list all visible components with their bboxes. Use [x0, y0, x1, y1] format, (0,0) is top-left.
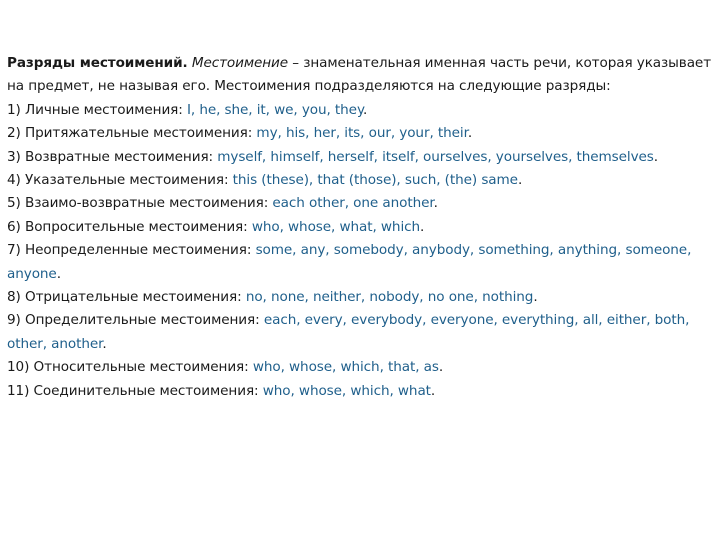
category-end: .	[420, 218, 425, 235]
category-end: .	[56, 265, 61, 282]
category-end: .	[517, 172, 523, 189]
category-label: Взаимо-возвратные местоимения:	[20, 195, 273, 212]
category-examples: some, any, somebody, anybody, something, anything, someone, anyone	[7, 242, 692, 282]
category-examples: each other, one another	[272, 195, 434, 212]
category-number: 5)	[7, 195, 21, 212]
category-item	[7, 122, 713, 145]
category-examples: this (these), that (those), such, (the) same	[232, 172, 518, 189]
category-label: Относительные местоимения:	[29, 359, 253, 376]
category-label: Притяжательные местоимения:	[20, 125, 257, 142]
category-item	[7, 216, 713, 239]
category-number: 4)	[7, 172, 21, 189]
text-body	[7, 52, 713, 403]
category-item	[7, 380, 713, 403]
category-number: 1)	[7, 101, 21, 118]
category-number: 6)	[7, 218, 21, 235]
category-examples: I, he, she, it, we, you, they	[186, 101, 363, 118]
category-label: Соединительные местоимения:	[29, 382, 263, 399]
intro-paragraph	[7, 52, 713, 99]
category-item	[7, 192, 713, 215]
category-label: Личные местоимения:	[20, 101, 187, 118]
category-end: .	[467, 125, 473, 142]
category-item	[7, 356, 713, 379]
category-item	[7, 286, 713, 309]
category-item	[7, 169, 713, 192]
category-label: Вопросительные местоимения:	[20, 218, 252, 235]
category-item	[7, 99, 713, 122]
category-number: 10)	[7, 359, 30, 376]
category-examples: my, his, her, its, our, your, their	[256, 125, 468, 142]
category-end: .	[430, 382, 436, 399]
category-end: .	[438, 359, 444, 376]
category-end: .	[102, 335, 107, 352]
category-examples: each, every, everybody, everyone, everything, all, either, both, other, another	[7, 312, 690, 352]
category-examples: myself, himself, herself, itself, ourselves, yourselves, themselves	[217, 148, 654, 165]
category-item	[7, 239, 713, 286]
category-end: .	[433, 195, 438, 212]
category-label: Отрицательные местоимения:	[20, 289, 246, 306]
category-examples: who, whose, which, what	[262, 382, 431, 399]
category-number: 8)	[7, 289, 21, 306]
category-number: 2)	[7, 125, 21, 142]
definition-text: – знаменательная именная часть речи, которая указывает на предмет, не называя его. Местоимения подразделяются на следующие разряды:	[7, 55, 712, 95]
category-label: Неопределенные местоимения:	[20, 242, 256, 259]
category-examples: who, whose, what, which	[251, 218, 421, 235]
category-number: 3)	[7, 148, 21, 165]
category-label: Возвратные местоимения:	[20, 148, 218, 165]
category-number: 11)	[7, 382, 30, 399]
category-end: .	[653, 148, 659, 165]
category-examples: no, none, neither, nobody, no one, nothing	[245, 289, 534, 306]
category-number: 9)	[7, 312, 21, 329]
category-item	[7, 309, 713, 356]
category-end: .	[533, 289, 538, 306]
defined-term: Местоимение	[191, 55, 289, 71]
category-examples: who, whose, which, that, as	[252, 359, 439, 376]
category-label: Указательные местоимения:	[20, 172, 233, 189]
category-item	[7, 146, 713, 169]
category-number: 7)	[7, 242, 21, 259]
category-end: .	[362, 101, 368, 118]
category-label: Определительные местоимения:	[20, 312, 264, 329]
heading-title: Разряды местоимений.	[7, 55, 188, 71]
